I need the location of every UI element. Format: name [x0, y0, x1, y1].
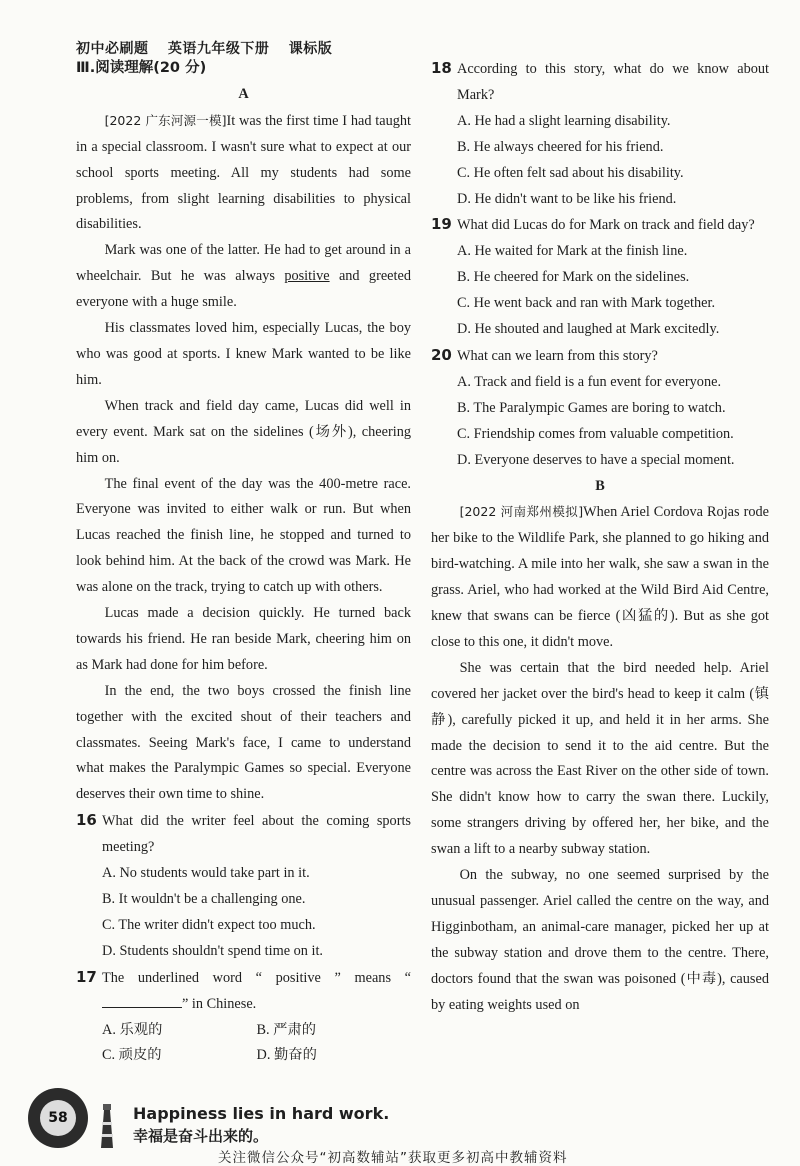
q18-option-b[interactable]: B. He always cheered for his friend. [457, 138, 664, 155]
passage-b-paragraph-3: On the subway, no one seemed surprised by the unusual passenger. Ariel called the centre on the way, and Higginbotham, an animal-care manager, picked her up at the subway station and drove them to the centre. There, doctors found that the swan was poisoned (中毒), caused by eating weights used on [431, 867, 769, 1013]
q17-option-b[interactable]: B. 严肃的 [256, 1021, 317, 1038]
q19-option-c[interactable]: C. He went back and ran with Mark together. [457, 295, 716, 312]
q16-option-a[interactable]: A. No students would take part in it. [102, 865, 310, 882]
q17-options-row-2 [76, 1043, 411, 1069]
q19-option-d[interactable]: D. He shouted and laughed at Mark excitedly. [457, 321, 720, 338]
q17-option-d[interactable]: D. 勤奋的 [256, 1047, 317, 1064]
question-20: 20 What can we learn from this story? [431, 345, 658, 364]
lighthouse-icon [96, 1102, 118, 1152]
passage-b-label: B [595, 477, 605, 494]
question-18: 18 According to this story, what do we know about Mark? [431, 59, 769, 103]
question-16: 16 What did the writer feel about the coming sports meeting? [76, 811, 411, 856]
q19-option-a[interactable]: A. He waited for Mark at the finish line. [457, 243, 688, 260]
ship-wheel-icon [28, 1088, 88, 1148]
passage-a-source: [2022 广东河源一模] [104, 112, 227, 128]
passage-b-paragraph-2: She was certain that the bird needed help. Ariel covered her jacket over the bird's head to keep it calm (镇静), carefully picked it up, and held it in her arms. She made the decision to send it to the aid centre. But the centre was across the East River on the other side of town. She didn't know how to carry the swan there. Luckily, some strangers driving by offered her, her bike, and the swan a lift to a nearby subway station. [431, 659, 769, 858]
q20-option-c[interactable]: C. Friendship comes from valuable competition. [457, 425, 734, 442]
q16-option-d[interactable]: D. Students shouldn't spend time on it. [102, 942, 324, 959]
q17-option-c[interactable]: C. 顽皮的 [102, 1047, 162, 1064]
left-column [76, 56, 411, 1069]
passage-a-paragraph-7: In the end, the two boys crossed the finish line together with the excited shout of their teachers and classmates. Seeing Mark's face, I came to understand what makes the Paralympic Games so special. Everyone deserves their own time to shine. [76, 682, 411, 803]
motto-chinese: 幸福是奋斗出来的。 [133, 1127, 269, 1145]
page-number: 58 [40, 1100, 76, 1136]
question-17: 17 The underlined word “ positive ” means “” in Chinese. [76, 967, 411, 1012]
passage-a-paragraph-1: [2022 广东河源一模]It was the first time I had taught in a special classroom. I wasn't sure what to expect at our school sports meeting. All my students had some problems, from slight learning disabilities to physical disabilities. [76, 112, 411, 233]
q18-option-d[interactable]: D. He didn't want to be like his friend. [457, 190, 677, 207]
passage-b-paragraph-1: [2022 河南郑州模拟]When Ariel Cordova Rojas rode her bike to the Wildlife Park, she planned to go hiking and bird-watching. A mile into her walk, she saw a swan in the grass. Ariel, who had worked at the Wild Bird Aid Centre, knew that swans can be fierce (凶猛的). But as she got close to this one, it didn't move. [431, 504, 769, 650]
q20-option-b[interactable]: B. The Paralympic Games are boring to watch. [457, 399, 726, 416]
passage-a-paragraph-6: Lucas made a decision quickly. He turned back towards his friend. He ran beside Mark, cheering him on as Mark had done for him before. [76, 605, 411, 673]
passage-b-source: [2022 河南郑州模拟] [459, 504, 584, 520]
q16-option-b[interactable]: B. It wouldn't be a challenging one. [102, 891, 306, 907]
book-edition: 课标版 [288, 41, 333, 57]
q19-option-b[interactable]: B. He cheered for Mark on the sidelines. [457, 269, 690, 286]
q18-option-a[interactable]: A. He had a slight learning disability. [457, 112, 671, 129]
passage-a-paragraph-2: Mark was one of the latter. He had to get around in a wheelchair. But he was always positive and greeted everyone with a huge smile. [76, 242, 411, 311]
q16-option-c[interactable]: C. The writer didn't expect too much. [102, 916, 316, 933]
book-subject: 英语九年级下册 [167, 41, 270, 57]
underlined-word: positive [284, 268, 330, 285]
promo-text: 关注微信公众号“初高数辅站”获取更多初高中教辅资料 [218, 1150, 568, 1166]
q18-option-c[interactable]: C. He often felt sad about his disability. [457, 164, 684, 181]
section-title: Ⅲ.阅读理解(20 分) [76, 60, 207, 76]
passage-a-label: A [238, 85, 249, 102]
q20-option-a[interactable]: A. Track and field is a fun event for everyone. [457, 373, 722, 390]
motto-english: Happiness lies in hard work. [133, 1104, 390, 1123]
right-column [431, 56, 769, 1019]
passage-a-paragraph-5: The final event of the day was the 400-metre race. Everyone was invited to either walk or run. But when Lucas reached the finish line, he stopped and turned to look behind him. At the back of the crowd was Mark. He was alone on the track, trying to catch up with others. [76, 475, 411, 596]
question-19: 19 What did Lucas do for Mark on track and field day? [431, 215, 755, 234]
q20-option-d[interactable]: D. Everyone deserves to have a special moment. [457, 451, 735, 468]
page-footer [0, 1082, 800, 1166]
passage-a-paragraph-3: His classmates loved him, especially Lucas, the boy who was good at sports. I knew Mark wanted to be like him. [76, 320, 411, 388]
passage-a-paragraph-4: When track and field day came, Lucas did well in every event. Mark sat on the sidelines (场外), cheering him on. [76, 397, 411, 466]
book-series: 初中必刷题 [76, 41, 149, 57]
q17-options-row-1 [76, 1018, 411, 1044]
answer-blank[interactable] [102, 993, 182, 1008]
page-header [76, 38, 346, 58]
q17-option-a[interactable]: A. 乐观的 [102, 1021, 163, 1038]
